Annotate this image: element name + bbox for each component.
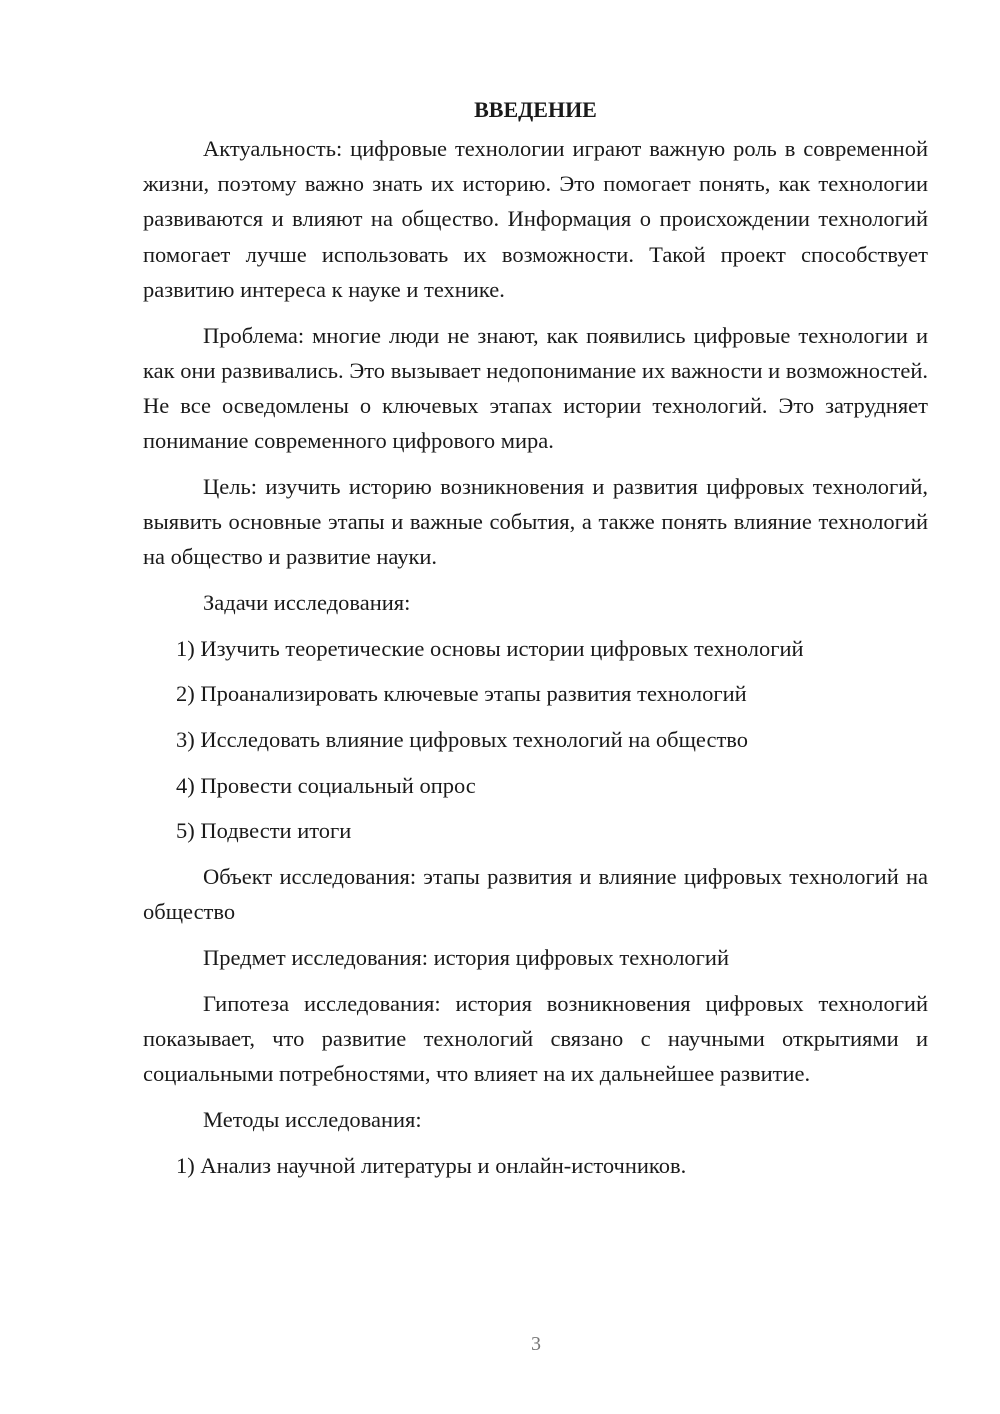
tasks-heading: Задачи исследования: [203, 589, 411, 615]
methods-list [143, 1148, 928, 1183]
hypothesis-paragraph: Гипотеза исследования: история возникновения цифровых технологий показывает, что развитие технологий связано с научными открытиями и социальными потребностями, что влияет на их дальнейшее развитие. [143, 990, 928, 1087]
problem-paragraph: Проблема: многие люди не знают, как появились цифровые технологии и как они развивались. Это вызывает недопонимание их важности и возможностей. Не все осведомлены о ключевых этапах истории технологий. Это затрудняет понимание современного цифрового мира. [143, 322, 928, 454]
list-item: 3) Исследовать влияние цифровых технологий на общество [176, 727, 749, 753]
list-item: 1) Анализ научной литературы и онлайн-источников. [176, 1152, 687, 1178]
list-item: 2) Проанализировать ключевые этапы развития технологий [176, 681, 747, 707]
goal-paragraph: Цель: изучить историю возникновения и развития цифровых технологий, выявить основные этапы и важные события, а также понять влияние технологий на общество и развитие науки. [143, 473, 928, 570]
object-paragraph: Объект исследования: этапы развития и влияние цифровых технологий на общество [143, 864, 928, 925]
methods-heading: Методы исследования: [203, 1106, 422, 1132]
relevance-paragraph: Актуальность: цифровые технологии играют важную роль в современной жизни, поэтому важно знать их историю. Это помогает понять, как технологии развиваются и влияют на общество. Информация о происхождении технологий помогает лучше использовать их возможности. Такой проект способствует развитию интереса к науке и технике. [143, 136, 928, 302]
list-item: 1) Изучить теоретические основы истории цифровых технологий [176, 635, 804, 661]
document-page [143, 92, 928, 1193]
page-number: 3 [531, 1333, 541, 1355]
section-title: ВВЕДЕНИЕ [474, 97, 597, 122]
list-item: 5) Подвести итоги [176, 818, 352, 844]
list-item: 4) Провести социальный опрос [176, 772, 476, 798]
subject-paragraph: Предмет исследования: история цифровых технологий [203, 945, 729, 971]
tasks-list [143, 631, 928, 849]
